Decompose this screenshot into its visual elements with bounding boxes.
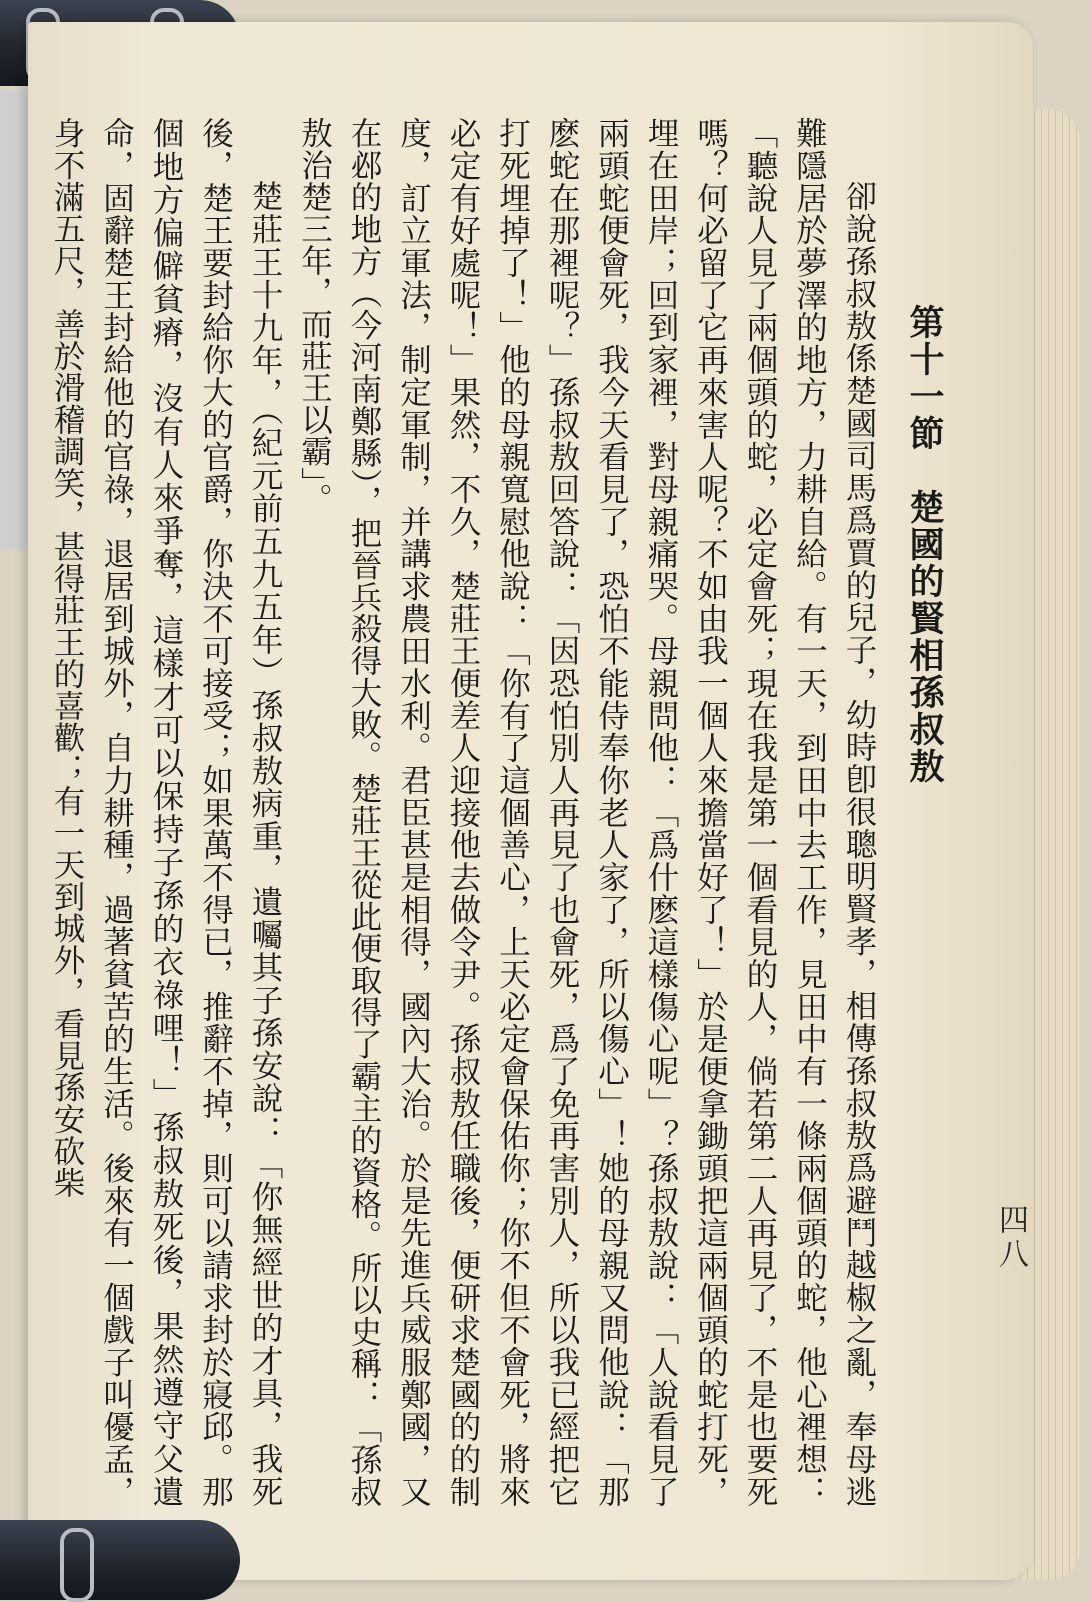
binder-clip-bottom: [0, 1520, 240, 1600]
background-paper: [0, 90, 30, 550]
chapter-title: 第十一節 楚國的賢相孫叔敖: [904, 304, 945, 785]
paragraph: 楚莊王十九年，（紀元前五九五年）孫叔敖病重，遺囑其子孫安說：「你無經世的才具，我死後，楚王要封給你大的官爵，你決不可接受；如果萬不得已，推辭不掉，則可以請求封於寢邱。那個地方偏僻貧瘠，沒有人來爭奪，這樣才可以保持子孫的衣祿哩！」孫叔敖死後，果然遵守父遺命，固辭楚王封給他的官祿，退居到城外，自力耕種，過著貧苦的生活。後來有一個戲子叫優孟，身不滿五尺，善於滑稽調笑，甚得莊王的喜歡；有一天到城外，看見孫安砍柴: [49, 117, 283, 1507]
page-number: 四八: [993, 1204, 1028, 1272]
binder-ring: [60, 1528, 94, 1602]
paragraph: 卻說孫叔敖係楚國司馬爲賈的兒子，幼時卽很聰明賢孝，相傳孫叔敖爲避鬥越椒之亂，奉母逃難隱居於夢澤的地方，力耕自給。有一天，到田中去工作，見田中有一條兩個頭的蛇，他心裡想：「聽說人見了兩個頭的蛇，必定會死；現在我是第一個看見的人，倘若第二人再見了，不是也要死嗎？何必留了它再來害人呢？不如由我一個人來擔當好了！」於是便拿鋤頭把這兩個頭的蛇打死，埋在田岸；回到家裡，對母親痛哭。母親問他：「爲什麽這樣傷心呢」？孫叔敖說：「人說看見了兩頭蛇便會死，我今天看見了，恐怕不能侍奉你老人家了，所以傷心」！她的母親又問他說：「那麽蛇在那裡呢？」孫叔敖回答說：「因恐怕別人再見了也會死，爲了免再害別人，所以我已經把它打死埋掉了！」他的母親寬慰他說：「你有了這個善心，上天必定會保佑你；你不但不會死，將來必定有好處呢！」果然，不久，楚莊王便差人迎接他去做令尹。孫叔敖任職後，便研求楚國的的制度，訂立軍法，制定軍制，并講求農田水利。君臣甚是相得，國內大治。於是先進兵威服鄭國，又在邲的地方（今河南鄭縣），把晉兵殺得大敗。楚莊王從此便取得了霸主的資格。所以史稱：「孫叔敖治楚三年，而莊王以霸」。: [296, 117, 877, 1507]
book-page: [28, 22, 1033, 1580]
body-text: [49, 117, 883, 1507]
